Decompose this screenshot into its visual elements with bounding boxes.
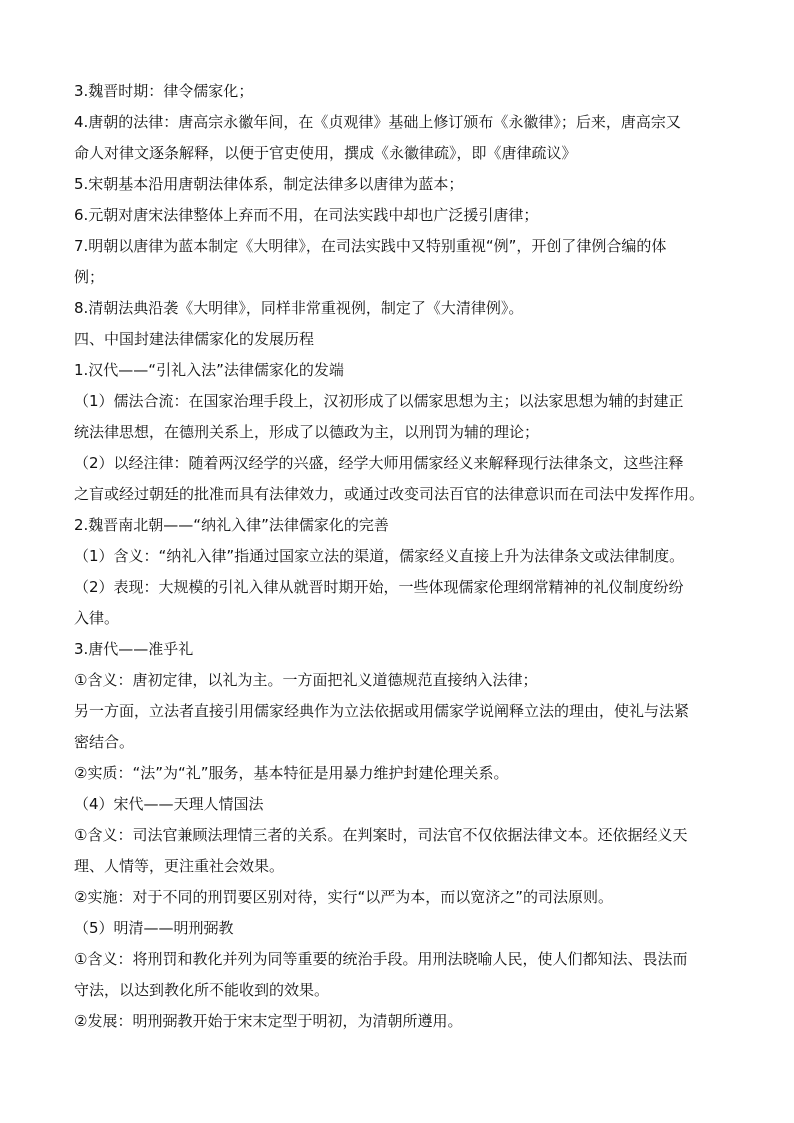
text-line: 命人对律文逐条解释，以便于官吏使用，撰成《永徽律疏》，即《唐律疏议》: [74, 144, 577, 162]
section-heading: 四、中国封建法律儒家化的发展历程: [74, 330, 315, 348]
text-line: （1）含义：“纳礼入律”指通过国家立法的渠道，儒家经义直接上升为法律条文或法律制度。: [74, 547, 685, 565]
text-line: ②实质：“法”为“礼”服务，基本特征是用暴力维护封建伦理关系。: [74, 764, 509, 782]
document-page: [74, 76, 736, 1037]
text-line: 8.清朝法典沿袭《大明律》，同样非常重视例，制定了《大清律例》。: [74, 299, 524, 317]
text-line: 6.元朝对唐宋法律整体上弃而不用，在司法实践中却也广泛援引唐律；: [74, 206, 539, 224]
subsection-heading: 1.汉代——“引礼入法”法律儒家化的发端: [74, 361, 344, 379]
text-line: 统法律思想，在德刑关系上，形成了以德政为主，以刑罚为辅的理论；: [74, 423, 540, 441]
text-line: 守法，以达到教化所不能收到的效果。: [74, 981, 330, 999]
text-line: 入律。: [74, 609, 120, 627]
text-line: 密结合。: [74, 733, 135, 751]
text-line: 另一方面，立法者直接引用儒家经典作为立法依据或用儒家学说阐释立法的理由，使礼与法紧: [74, 702, 690, 720]
subsection-heading: 2.魏晋南北朝——“纳礼入律”法律儒家化的完善: [74, 516, 389, 534]
text-line: ①含义：司法官兼顾法理情三者的关系。在判案时，司法官不仅依据法律文本。还依据经义天: [74, 826, 688, 844]
text-line: （1）儒法合流：在国家治理手段上，汉初形成了以儒家思想为主；以法家思想为辅的封建正: [74, 392, 684, 410]
text-line: 之盲或经过朝廷的批准而具有法律效力，或通过改变司法百官的法律意识而在司法中发挥作用。: [74, 485, 705, 503]
text-line: 7.明朝以唐律为蓝本制定《大明律》，在司法实践中又特别重视“例”，开创了律例合编的体: [74, 237, 667, 255]
subsection-heading: （5）明清——明刑弼教: [74, 919, 234, 937]
subsection-heading: （4）宋代——天理人情国法: [74, 795, 264, 813]
text-line: 例；: [74, 268, 105, 286]
text-line: 4.唐朝的法律：唐高宗永徽年间，在《贞观律》基础上修订颁布《永徽律》；后来，唐高宗又: [74, 113, 681, 131]
text-line: ①含义：唐初定律，以礼为主。一方面把礼义道德规范直接纳入法律；: [74, 671, 538, 689]
text-line: 5.宋朝基本沿用唐朝法律体系，制定法律多以唐律为蓝本；: [74, 175, 464, 193]
text-line: 3.魏晋时期：律令儒家化；: [74, 82, 254, 100]
subsection-heading: 3.唐代——准乎礼: [74, 640, 194, 658]
text-line: 理、人情等，更注重社会效果。: [74, 857, 285, 875]
text-line: （2）以经注律：随着两汉经学的兴盛，经学大师用儒家经义来解释现行法律条文，这些注释: [74, 454, 684, 472]
text-line: ②实施：对于不同的刑罚要区别对待，实行“以严为本，而以宽济之”的司法原则。: [74, 888, 613, 906]
text-line: （2）表现：大规模的引礼入律从就晋时期开始，一些体现儒家伦理纲常精神的礼仪制度纷纷: [74, 578, 684, 596]
text-line: ①含义：将刑罚和教化并列为同等重要的统治手段。用刑法晓喻人民，使人们都知法、畏法而: [74, 950, 688, 968]
text-line: ②发展：明刑弼教开始于宋末定型于明初，为清朝所遵用。: [74, 1012, 463, 1030]
